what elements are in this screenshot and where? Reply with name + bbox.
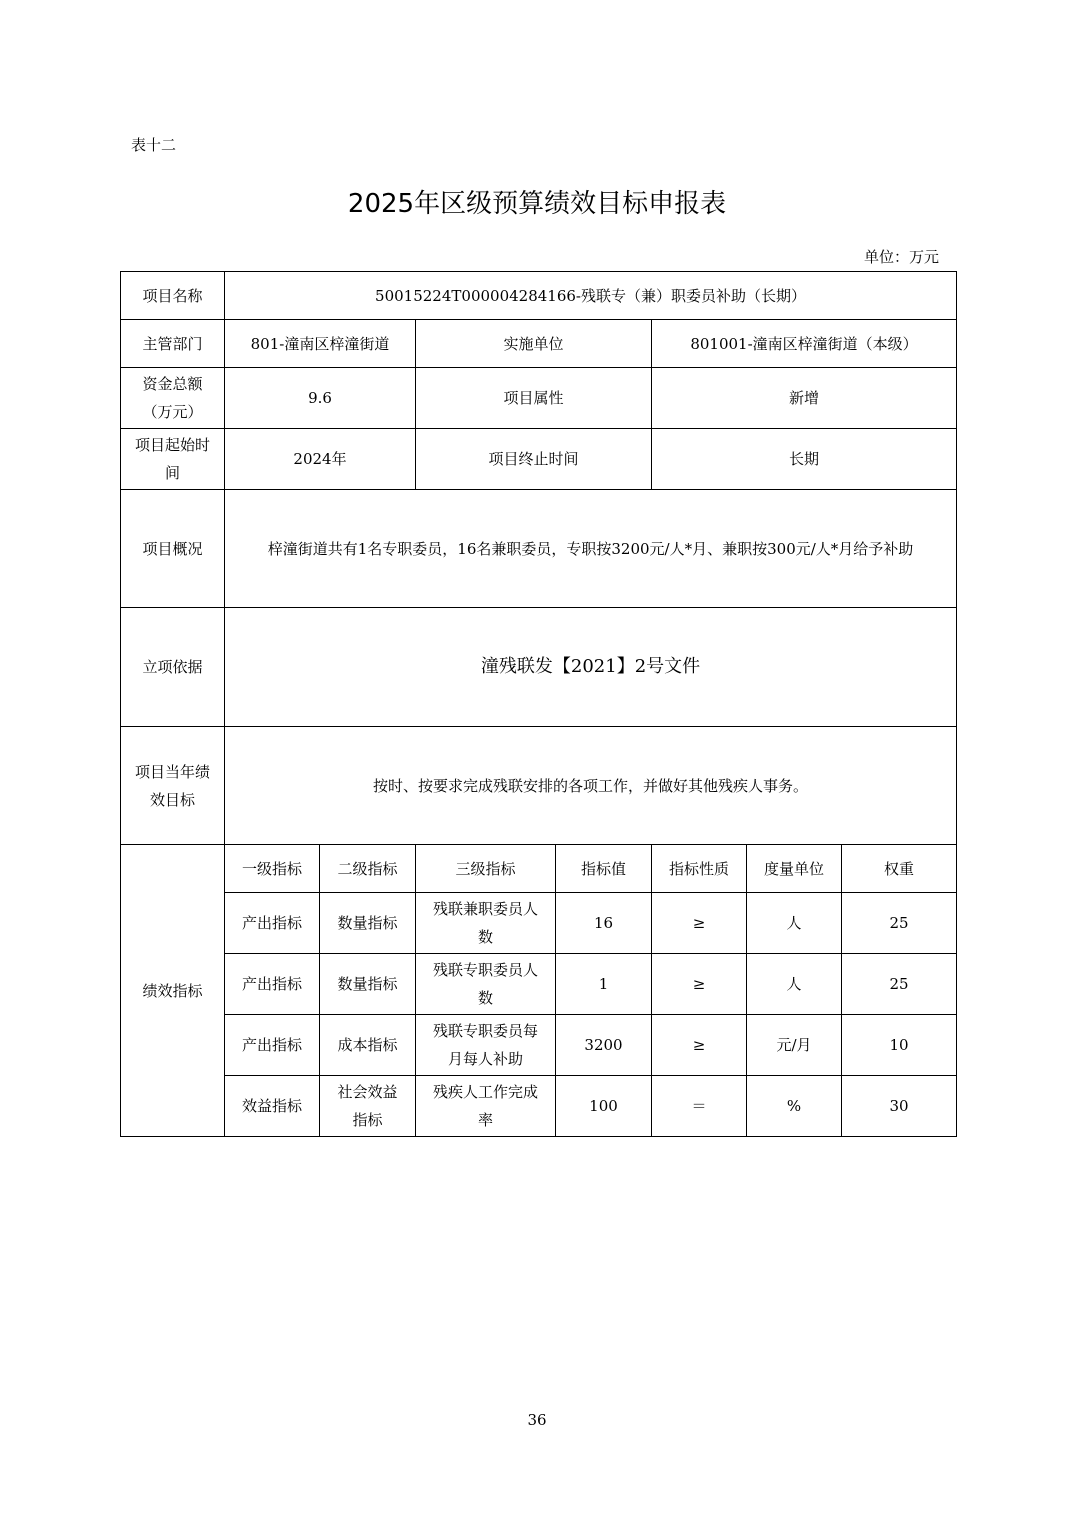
basis-value: 潼残联发【2021】2号文件 [225,608,957,727]
header-nature: 指标性质 [652,845,747,893]
value-cell: 16 [556,893,652,954]
level1-cell: 产出指标 [225,954,320,1015]
level3-line2: 数 [477,928,493,946]
end-label: 项目终止时间 [416,429,652,490]
row-time [121,429,957,490]
level3-cell [416,1076,556,1137]
nature-cell: ≥ [652,1015,747,1076]
goal-label-line1: 项目当年绩 [134,762,210,781]
overview-value: 梓潼街道共有1名专职委员，16名兼职委员，专职按3200元/人*月、兼职按300元/人*月给予补助 [225,490,957,608]
overview-label: 项目概况 [121,490,225,608]
indicator-row [121,893,957,954]
project-name-label: 项目名称 [121,272,225,320]
fund-label-line1: 资金总额 [142,375,203,393]
row-project-name [121,272,957,320]
level3-line1: 残联兼职委员人 [432,900,538,918]
fund-value: 9.6 [225,368,416,429]
row-basis [121,608,957,727]
dept-value: 801-潼南区梓潼街道 [225,320,416,368]
level3-line2: 数 [477,989,493,1007]
goal-label [121,727,225,845]
page-number: 36 [527,1411,547,1429]
level1-cell: 产出指标 [225,1015,320,1076]
level3-cell [416,893,556,954]
level3-cell [416,1015,556,1076]
page-title: 2025年区级预算绩效目标申报表 [347,189,727,219]
level3-line1: 残联专职委员每 [432,1022,538,1040]
start-label-line2: 间 [164,464,180,482]
level2-cell [320,1015,416,1076]
weight-cell: 25 [842,893,957,954]
budget-table [120,271,957,1137]
header-level2: 二级指标 [320,845,416,893]
level3-line2: 率 [477,1111,493,1129]
unit-cell: % [747,1076,842,1137]
attr-label: 项目属性 [416,368,652,429]
indicators-section-label: 绩效指标 [121,845,225,1137]
start-label [121,429,225,490]
level2-cell [320,893,416,954]
row-department [121,320,957,368]
dept-label: 主管部门 [121,320,225,368]
header-level1: 一级指标 [225,845,320,893]
goal-value: 按时、按要求完成残联安排的各项工作，并做好其他残疾人事务。 [225,727,957,845]
header-weight: 权重 [842,845,957,893]
nature-cell: ≥ [652,954,747,1015]
level2-line1: 社会效益 [337,1083,398,1101]
row-goal [121,727,957,845]
level2-line1: 数量指标 [337,975,398,993]
basis-label: 立项依据 [121,608,225,727]
start-value: 2024年 [225,429,416,490]
level2-line1: 数量指标 [337,914,398,932]
nature-cell: ≥ [652,893,747,954]
indicator-header-row [121,845,957,893]
weight-cell: 30 [842,1076,957,1137]
indicator-row [121,954,957,1015]
fund-label-line2: （万元） [142,403,203,421]
header-value: 指标值 [556,845,652,893]
start-label-line1: 项目起始时 [134,436,210,454]
header-level3: 三级指标 [416,845,556,893]
impl-value: 801001-潼南区梓潼街道（本级） [652,320,957,368]
weight-cell: 10 [842,1015,957,1076]
level2-cell [320,1076,416,1137]
unit-cell: 元/月 [747,1015,842,1076]
impl-label: 实施单位 [416,320,652,368]
level3-cell [416,954,556,1015]
fund-label [121,368,225,429]
project-name-value: 50015224T000004284166-残联专（兼）职委员补助（长期） [225,272,957,320]
level2-line1: 成本指标 [337,1036,398,1054]
level1-cell: 效益指标 [225,1076,320,1137]
attr-value: 新增 [652,368,957,429]
nature-cell: ＝ [652,1076,747,1137]
level1-cell: 产出指标 [225,893,320,954]
value-cell: 3200 [556,1015,652,1076]
row-overview [121,490,957,608]
goal-label-line2: 效目标 [149,790,195,809]
indicator-row [121,1076,957,1137]
unit-cell: 人 [747,954,842,1015]
row-fund [121,368,957,429]
header-unit: 度量单位 [747,845,842,893]
unit-label: 单位：万元 [864,248,940,266]
value-cell: 1 [556,954,652,1015]
level2-cell [320,954,416,1015]
level2-line2: 指标 [352,1111,383,1129]
table-label: 表十二 [131,136,177,154]
end-value: 长期 [652,429,957,490]
weight-cell: 25 [842,954,957,1015]
unit-cell: 人 [747,893,842,954]
level3-line1: 残疾人工作完成 [432,1083,538,1101]
level3-line1: 残联专职委员人 [432,961,538,979]
indicator-row [121,1015,957,1076]
level3-line2: 月每人补助 [447,1050,523,1068]
value-cell: 100 [556,1076,652,1137]
